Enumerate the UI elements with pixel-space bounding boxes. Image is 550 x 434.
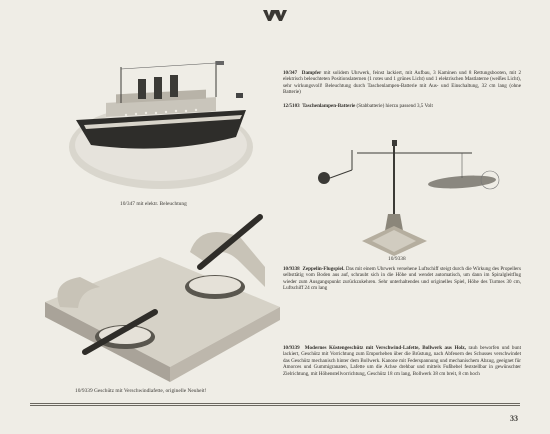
item-title: Modernes Küstengeschütz mit Verschwind-Lafette, Bollwerk aus Holz, xyxy=(304,345,466,351)
item-number: 12/5103 xyxy=(283,103,300,109)
gun-caption: 10/9339 Geschütz mit Verschwindlafette, originelle Neuheit! xyxy=(75,388,207,394)
coastal-gun-illustration xyxy=(40,212,285,387)
item-number: 10/9338 xyxy=(283,266,300,272)
entry-zeppelin xyxy=(283,266,521,292)
item-number: 10/9339 xyxy=(283,345,300,351)
item-number: 10/347 xyxy=(283,70,298,76)
zeppelin-caption: 10/9338 xyxy=(388,256,406,262)
entry-coastal-gun xyxy=(283,345,521,377)
entry-steamer xyxy=(283,70,521,96)
ship-caption: 10/347 mit elektr. Beleuchtung xyxy=(120,201,187,207)
item-description: (Stabbatterie) hierzu passend 3,5 Volt xyxy=(356,103,433,109)
page-number: 33 xyxy=(510,414,518,423)
steamer-ship-illustration xyxy=(66,55,256,190)
zeppelin-flight-game-illustration xyxy=(312,138,502,256)
footer-rule xyxy=(30,403,520,406)
item-description: rauh beworfen und bunt lackiert, Geschütz mit Vorrichtung zum Emporheben über die Brüstung, nach Abfeuern des Schusses verschwindet das Geschütz mechanisch hinter dem Bollwerk. Kanone mit Federspannung und mechanischem Abzug, geeignet für Amorces und Gummigranaten, Lafette um die Achse drehbar und mittels Fußhebel feststellbar in gewünschter Zielrichtung, mit Höhenstellvorrichtung, Geschütz 18 cm lang, Bollwerk 38 cm breit, 8 cm hoch xyxy=(283,345,521,377)
item-title: Zeppelin-Flugspiel. xyxy=(302,266,345,272)
item-title: Taschenlampen-Batterie xyxy=(302,103,356,109)
item-description: Das mit einem Uhrwerk versehene Luftschiff steigt durch die Wirkung des Propellers selbsttätig vom Boden aus auf, schraubt sich in die Höhe und wendet automatisch, um dann im Spiralgleitflug wieder zum Ausgangspunkt zurückzukehren. Sehr unterhaltendes und originelles Spiel, Höhe des Turmes 30 cm, Luftschiff 24 cm lang xyxy=(283,266,521,292)
item-description: mit solidem Uhrwerk, feinst lackiert, mit Aufbau, 3 Kaminen und 8 Rettungsbooten, mit 2 elektrisch beleuchteten Positionslaternen (1 rotes und 1 grünes Licht) und 1 elektrischen Mastlaterne (weißes Licht), sehr wirkungsvoll! Beleuchtung durch Taschenlampen-Batterie mit Aus- und Einschaltung, 32 cm lang (ohne Batterie) xyxy=(283,70,521,96)
item-title: Dampfer xyxy=(301,70,322,76)
entry-battery xyxy=(283,103,521,109)
wb-monogram-logo-icon xyxy=(262,8,288,22)
